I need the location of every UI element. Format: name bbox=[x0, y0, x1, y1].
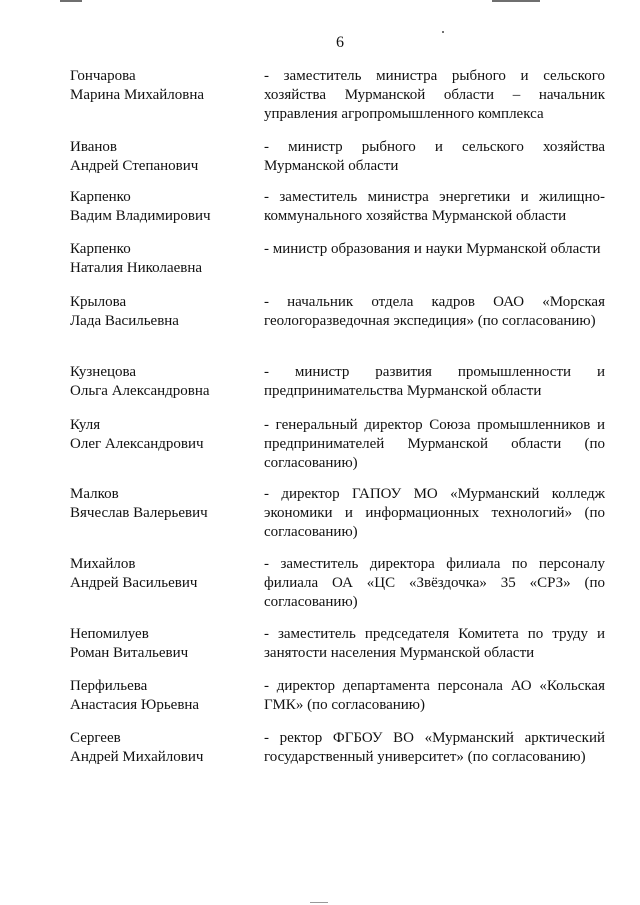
person-name bbox=[70, 363, 250, 401]
role-text: заместитель директора филиала по персоналу филиала ОА «ЦС «Звёздочка» 35 «СРЗ» (по согласованию) bbox=[264, 556, 606, 610]
role-dash: - bbox=[264, 556, 281, 572]
person-given-name: Ольга Александровна bbox=[70, 383, 210, 399]
person-given-name: Марина Михайловна bbox=[70, 87, 205, 103]
person-role bbox=[264, 416, 605, 473]
person-given-name: Андрей Михайлович bbox=[70, 749, 204, 765]
role-dash: - bbox=[264, 678, 277, 694]
person-name bbox=[70, 138, 250, 176]
person-role bbox=[264, 293, 605, 331]
person-role bbox=[264, 485, 605, 542]
role-text: начальник отдела кадров ОАО «Морская геологоразведочная экспедиция» (по согласованию) bbox=[264, 294, 605, 329]
person-given-name: Лада Васильевна bbox=[70, 313, 179, 329]
person-surname: Карпенко bbox=[70, 189, 131, 205]
person-role bbox=[264, 240, 605, 259]
scan-edge-mark-bottom bbox=[310, 902, 328, 903]
person-given-name: Вячеслав Валерьевич bbox=[70, 505, 208, 521]
person-role bbox=[264, 188, 605, 226]
role-text: директор ГАПОУ МО «Мурманский колледж экономики и информационных технологий» (по согласованию) bbox=[264, 486, 605, 540]
person-name bbox=[70, 240, 250, 278]
person-name bbox=[70, 677, 250, 715]
person-surname: Малков bbox=[70, 486, 119, 502]
person-surname: Сергеев bbox=[70, 730, 121, 746]
person-name bbox=[70, 188, 250, 226]
person-name bbox=[70, 485, 250, 523]
person-role bbox=[264, 138, 605, 176]
person-given-name: Наталия Николаевна bbox=[70, 260, 203, 276]
person-surname: Гончарова bbox=[70, 68, 136, 84]
person-name bbox=[70, 416, 250, 454]
role-text: заместитель министра энергетики и жилищно-коммунального хозяйства Мурманской области bbox=[264, 189, 606, 224]
person-name bbox=[70, 625, 250, 663]
role-text: министр рыбного и сельского хозяйства Мурманской области bbox=[264, 139, 606, 174]
person-role bbox=[264, 363, 605, 401]
role-dash: - bbox=[264, 294, 288, 310]
person-name bbox=[70, 67, 250, 105]
person-given-name: Андрей Васильевич bbox=[70, 575, 198, 591]
person-given-name: Роман Витальевич bbox=[70, 645, 189, 661]
role-text: ректор ФГБОУ ВО «Мурманский арктический государственный университет» (по согласованию) bbox=[264, 730, 605, 765]
role-text: заместитель министра рыбного и сельского хозяйства Мурманской области – начальник управления агропромышленного комплекса bbox=[264, 68, 605, 122]
person-given-name: Анастасия Юрьевна bbox=[70, 697, 200, 713]
scan-edge-mark-left bbox=[60, 0, 82, 2]
person-given-name: Вадим Владимирович bbox=[70, 208, 211, 224]
person-surname: Михайлов bbox=[70, 556, 136, 572]
person-role bbox=[264, 625, 605, 663]
scan-edge-mark-right bbox=[492, 0, 540, 2]
person-given-name: Олег Александрович bbox=[70, 436, 204, 452]
role-dash: - bbox=[264, 417, 276, 433]
role-dash: - bbox=[264, 626, 278, 642]
role-dash: - bbox=[264, 730, 280, 746]
person-role bbox=[264, 729, 605, 767]
role-dash: - bbox=[264, 486, 282, 502]
person-surname: Иванов bbox=[70, 139, 117, 155]
person-role bbox=[264, 67, 605, 124]
person-surname: Кузнецова bbox=[70, 364, 137, 380]
person-surname: Перфильева bbox=[70, 678, 148, 694]
role-text: генеральный директор Союза промышленников и предпринимателей Мурманской области (по согласованию) bbox=[264, 417, 606, 471]
person-name bbox=[70, 293, 250, 331]
person-role bbox=[264, 555, 605, 612]
person-surname: Крылова bbox=[70, 294, 127, 310]
page-number: 6 bbox=[336, 34, 344, 51]
role-text: заместитель председателя Комитета по труду и занятости населения Мурманской области bbox=[264, 626, 605, 661]
role-dash: - bbox=[264, 189, 280, 205]
person-surname: Куля bbox=[70, 417, 101, 433]
person-name bbox=[70, 555, 250, 593]
role-text: директор департамента персонала АО «Кольская ГМК» (по согласованию) bbox=[264, 678, 605, 713]
person-surname: Карпенко bbox=[70, 241, 131, 257]
role-dash: - bbox=[264, 139, 289, 155]
role-text: министр образования и науки Мурманской области bbox=[272, 241, 601, 257]
person-role bbox=[264, 677, 605, 715]
person-name bbox=[70, 729, 250, 767]
person-given-name: Андрей Степанович bbox=[70, 158, 199, 174]
role-dash: - bbox=[264, 241, 273, 257]
role-dash: - bbox=[264, 68, 284, 84]
role-dash: - bbox=[264, 364, 295, 380]
person-surname: Непомилуев bbox=[70, 626, 149, 642]
role-text: министр развития промышленности и предпринимательства Мурманской области bbox=[264, 364, 605, 399]
